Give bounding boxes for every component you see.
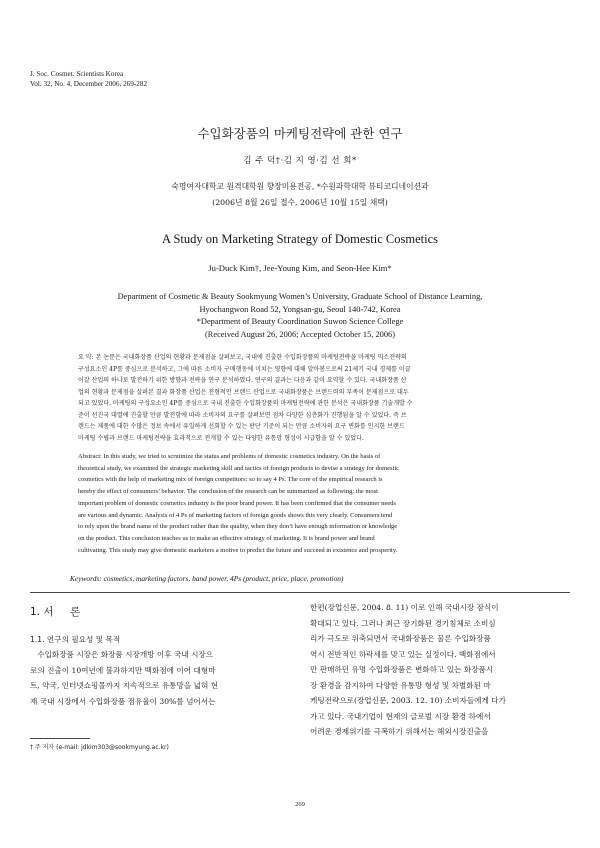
abstract-line: to rely upon the brand name of the product rather than the quality, when they don’t have enough information or knowledge xyxy=(78,523,398,531)
english-authors: Ju-Duck Kim†, Jee-Young Kim, and Seon-Hee Kim* xyxy=(208,263,392,273)
korean-authors: 김 주 덕†·김 지 영·김 선 희* xyxy=(243,156,357,166)
abstract-line: 어갈 산업의 하나로 발전하기 위한 방향과 전략을 연구 분석하였다. 연구의 결과는 다음과 같이 요약할 수 있다. 국내화장품 산 xyxy=(78,377,407,384)
abstract-line: 되고 있었다. 마케팅의 구성요소인 4P를 중심으로 국내 진출한 수입화장품의 마케팅전략에 관한 분석은 국내화장품 기술개발 수 xyxy=(78,400,413,407)
english-affiliation xyxy=(0,291,600,342)
body-line: 가고 있다. 국내기업이 현재의 글로벌 시장 환경 하에서 xyxy=(310,711,491,721)
body-left-column xyxy=(30,647,290,709)
body-line: 장 환경을 감지하여 다양한 유통망 형성 및 차별화된 마 xyxy=(310,680,491,690)
abstract-line: hereby the effect of consumers’ behavior. The conclusion of the research can be summarized as following: the most xyxy=(78,488,378,496)
abstract-line: 구성요소인 4P를 중심으로 분석하고, 그에 따른 소비자 구매행동에 미치는 영향에 대해 알아봄으로써 21세기 국내 경제를 이끌 xyxy=(78,365,411,373)
abstract-line: important problem of domestic cosmetics industry is the poor brand power. It has been confirmed that the consumer needs xyxy=(78,499,396,507)
abstract-line: 업의 현황과 문제점을 살펴본 결과 화장품 산업은 전형적인 브랜드 산업으로 국내화장품은 브랜드력의 부족이 문제점으로 대두 xyxy=(78,388,409,396)
affiliation-line: Hyochangwon Road 52, Yongsan-gu, Seoul 140-742, Korea xyxy=(199,304,401,314)
abstract-line: theoretical study, we examined the strategic marketing skill and tactics of foreign products to devise a strategy for domestic xyxy=(78,464,400,472)
korean-abstract xyxy=(78,352,528,444)
abstract-line: 준이 선진국 대열에 진출할 만큼 발전함에 따라 소비자의 요구를 살펴보면 점차 다양한 심층화가 진행됨을 알 수 있었다. 즉 브 xyxy=(78,411,407,419)
abstract-line: 마케팅 수립과 브랜드 마케팅전략을 효과적으로 전개할 수 있는 다양한 유통망 형성이 시급함을 알 수 있었다. xyxy=(78,434,364,442)
abstract-line: cosmetics with the help of marketing mix of foreign competitors: so to say 4 Ps. The core of the empirical research is xyxy=(78,476,383,484)
affiliation-line: *Department of Beauty Coordination Suwon Science College xyxy=(196,317,404,327)
journal-volume: Vol. 32, No. 4, December 2006, 269-282 xyxy=(30,79,148,88)
subsection-heading: 1.1. 연구의 필요성 및 목적 xyxy=(30,635,121,644)
body-line: 리가 극도로 위축되면서 국내화장품은 물론 수입화장품 xyxy=(310,634,491,643)
body-line: 한편(장업신문, 2004. 8. 11) 이로 인해 국내시장 잠식이 xyxy=(310,603,499,612)
abstract-line: 랜드는 제품에 대한 수많은 정보 속에서 유일하게 선회할 수 있는 판단 기준이 되는 만큼 소비자의 요구 변화를 인지한 브랜드 xyxy=(78,423,405,430)
body-line: 만 판매하던 유명 수입화장품은 변화하고 있는 화장품시 xyxy=(310,665,494,674)
body-right-column xyxy=(310,600,572,740)
body-line: 트, 약국, 인터넷쇼핑몰까지 지속적으로 유통망을 넓혀 현 xyxy=(30,681,219,690)
body-line: 확대되고 있다. 그러나 최근 장기화된 경기침체로 소비심 xyxy=(310,618,496,628)
footnote-divider xyxy=(30,738,90,739)
section-heading-introduction: 1. 서 론 xyxy=(30,606,81,618)
affiliation-line: (Received August 26, 2006; Accepted October 15, 2006) xyxy=(204,330,396,340)
korean-received-date: (2006년 8월 26일 접수, 2006년 10월 15일 채택) xyxy=(212,198,388,207)
english-abstract xyxy=(78,451,528,556)
footnote: † 주 저자 (e-mail: jdkim303@sookmyung.ac.kr) xyxy=(30,744,169,751)
abstract-line: cultivating. This study may give domestic marketers a motive to predict the future and succeed in existence and prosperity. xyxy=(78,546,398,554)
journal-header xyxy=(30,70,147,89)
korean-title: 수입화장품의 마케팅전략에 관한 연구 xyxy=(197,126,403,141)
body-line: 역시 전반적인 하락세를 맞고 있는 실정이다. 백화점에서 xyxy=(310,649,496,659)
body-line: 어려운 경제위기를 극복하기 위해서는 해외시장진출을 xyxy=(310,727,489,736)
journal-name: J. Soc. Cosmet. Scientists Korea xyxy=(30,70,124,78)
body-line: 로의 진출이 10여년에 불과하지만 백화점에 이어 대형마 xyxy=(30,665,216,675)
body-line: 재 국내 시장에서 수입화장품 점유율이 30%를 넘어서는 xyxy=(30,696,216,706)
affiliation-line: Department of Cosmetic & Beauty Sookmyung Women’s University, Graduate School of Distance Learning, xyxy=(117,292,483,301)
korean-affiliation: 숙명여자대학교 원격대학원 향장미용전공, *수원과학대학 뷰티코디네이션과 xyxy=(171,182,429,191)
page-number: 269 xyxy=(295,801,305,808)
body-line: 케팅전략으로(장업신문, 2003. 12. 10) 소비자들에게 다가 xyxy=(310,696,506,705)
keywords: Keywords: cosmetics, marketing factors, band power, 4Ps (product, price, place, promotion) xyxy=(70,574,344,583)
abstract-line: are various and dynamic. Analysis of 4 Ps of marketing factors of foreign goods shows this very clearly. Consumers tend xyxy=(78,511,393,519)
body-line: 수입화장품 시장은 화장품 시장개방 이후 국내 시장으 xyxy=(30,650,214,659)
abstract-line: 요 약: 본 논문은 국내화장품 산업의 현황과 문제점을 살펴보고, 국내에 진출한 수입화장품의 마케팅전략을 마케팅 믹스전략의 xyxy=(78,354,407,361)
english-title: A Study on Marketing Strategy of Domestic Cosmetics xyxy=(161,232,438,246)
abstract-line: Abstract: In this study, we tried to scrutinize the status and problems of domestic cosmetics industry. On the basis of xyxy=(78,453,381,460)
section-divider xyxy=(30,592,570,593)
abstract-line: on the product. This conclusion teaches us to make an effective strategy of marketing. It is brand power and brand xyxy=(78,534,375,542)
